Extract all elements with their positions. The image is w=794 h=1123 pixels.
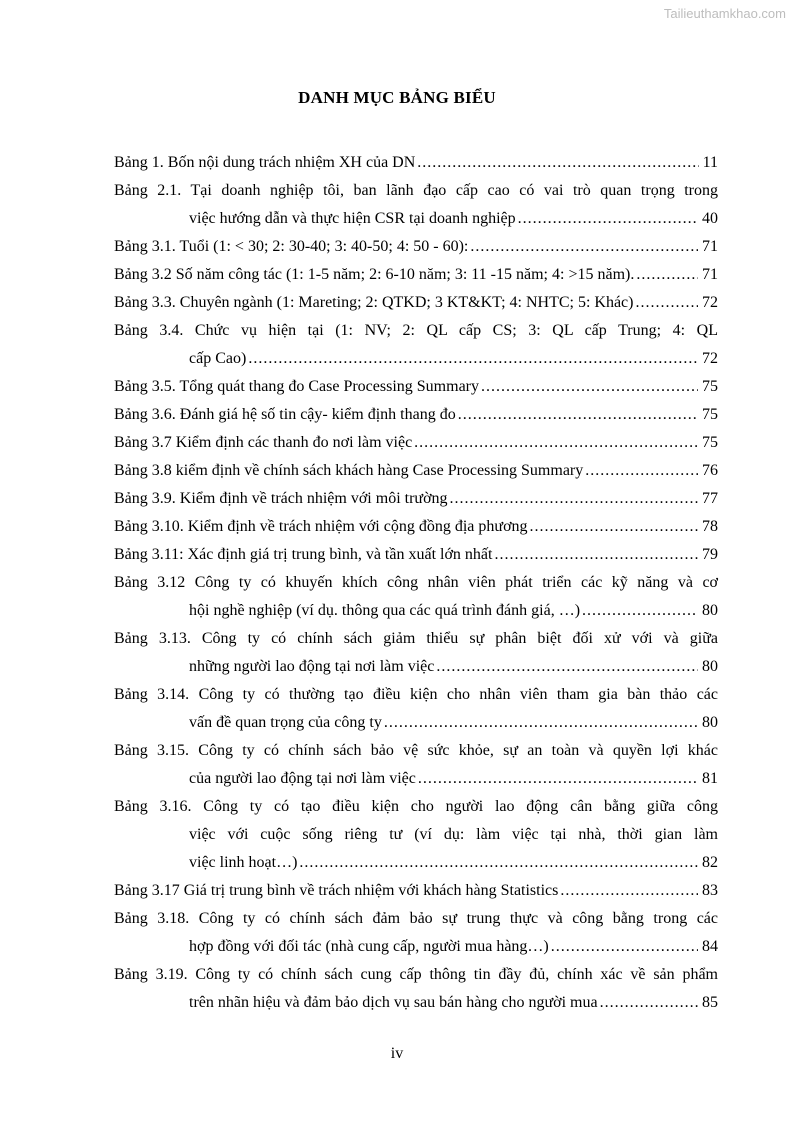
toc-page-number: 75 (702, 406, 718, 423)
toc-entry-line (114, 261, 718, 289)
toc-entry-text: việc linh hoạt…) (189, 854, 298, 871)
toc-page-number: 78 (702, 518, 718, 535)
toc-entry-text: Bảng 3.19. Công ty có chính sách cung cấp thông tin đầy đủ, chính xác về sản phẩm (114, 966, 718, 983)
dot-leader (551, 933, 698, 961)
toc-entry-text: cấp Cao) (189, 350, 247, 367)
toc-entry-line (114, 373, 718, 401)
page-number: iv (390, 1045, 404, 1062)
toc-entry-line (114, 317, 718, 345)
toc-page-number: 85 (702, 994, 718, 1011)
toc-entry-line (114, 513, 718, 541)
toc-entry-line (114, 569, 718, 597)
toc-page-number: 11 (702, 154, 718, 171)
toc-entry-text: Bảng 3.7 Kiểm định các thanh đo nơi làm việc (114, 434, 413, 451)
toc-page-number: 75 (702, 378, 718, 395)
toc-entry-text: việc với cuộc sống riêng tư (ví dụ: làm việc tại nhà, thời gian làm (189, 826, 718, 843)
toc-entry[interactable] (114, 289, 718, 317)
toc-page-number: 77 (702, 490, 718, 507)
toc-entry-line (114, 597, 718, 625)
toc-page-number: 82 (702, 854, 718, 871)
toc-entry[interactable] (114, 541, 718, 569)
toc-page-number: 79 (702, 546, 718, 563)
toc-entry-text: Bảng 3.5. Tổng quát thang đo Case Processing Summary (114, 378, 479, 395)
toc-entry-line (114, 345, 718, 373)
toc-entry[interactable] (114, 625, 718, 681)
toc-entry-text: Bảng 3.17 Giá trị trung bình về trách nhiệm với khách hàng Statistics (114, 882, 559, 899)
toc-entry-line (114, 989, 718, 1017)
toc-entry[interactable] (114, 429, 718, 457)
dot-leader (436, 653, 698, 681)
toc-entry[interactable] (114, 513, 718, 541)
toc-entry-text: Bảng 3.13. Công ty có chính sách giảm thiểu sự phân biệt đối xử với và giữa (114, 630, 718, 647)
toc-entry-text: Bảng 3.12 Công ty có khuyến khích công nhân viên phát triển các kỹ năng và cơ (114, 574, 718, 591)
toc-entry-text: Bảng 1. Bốn nội dung trách nhiệm XH của DN (114, 154, 416, 171)
toc-entry[interactable] (114, 373, 718, 401)
dot-leader (458, 401, 698, 429)
dot-leader (248, 345, 698, 373)
toc-entry[interactable] (114, 961, 718, 1017)
toc-entry[interactable] (114, 485, 718, 513)
dot-leader (636, 261, 698, 289)
toc-entry-line (114, 541, 718, 569)
toc-entry-line (114, 289, 718, 317)
toc-entry-line (114, 177, 718, 205)
toc-page-number: 81 (702, 770, 718, 787)
toc-entry-line (114, 765, 718, 793)
dot-leader (494, 541, 698, 569)
toc-entry[interactable] (114, 793, 718, 877)
toc-entry-text: của người lao động tại nơi làm việc (189, 770, 416, 787)
toc-page-number: 84 (702, 938, 718, 955)
toc-entry-text: Bảng 3.3. Chuyên ngành (1: Mareting; 2: QTKD; 3 KT&KT; 4: NHTC; 5: Khác) (114, 294, 634, 311)
toc-page-number: 71 (702, 238, 718, 255)
toc-entry-line (114, 849, 718, 877)
toc-entry[interactable] (114, 905, 718, 961)
toc-entry-text: những người lao động tại nơi làm việc (189, 658, 435, 675)
toc-entry-text: Bảng 3.9. Kiểm định về trách nhiệm với môi trường (114, 490, 448, 507)
table-of-tables (114, 149, 718, 1017)
toc-entry-line (114, 149, 718, 177)
toc-entry-line (114, 961, 718, 989)
dot-leader (481, 373, 698, 401)
dot-leader (585, 457, 698, 485)
dot-leader (299, 849, 698, 877)
dot-leader (414, 429, 698, 457)
toc-page-number: 76 (702, 462, 718, 479)
toc-entry-line (114, 485, 718, 513)
dot-leader (470, 233, 698, 261)
toc-page-number: 80 (702, 602, 718, 619)
toc-entry[interactable] (114, 401, 718, 429)
toc-entry-line (114, 933, 718, 961)
toc-entry-line (114, 681, 718, 709)
toc-entry-line (114, 737, 718, 765)
toc-entry[interactable] (114, 177, 718, 233)
toc-entry-text: Bảng 3.2 Số năm công tác (1: 1-5 năm; 2: 6-10 năm; 3: 11 -15 năm; 4: >15 năm). (114, 266, 635, 283)
toc-entry-line (114, 793, 718, 821)
toc-entry-text: Bảng 3.1. Tuổi (1: < 30; 2: 30-40; 3: 40-50; 4: 50 - 60): (114, 238, 469, 255)
dot-leader (600, 989, 698, 1017)
toc-entry-line (114, 821, 718, 849)
watermark-text: Tailieuthamkhao.com (663, 6, 786, 21)
toc-entry-text: vấn đề quan trọng của công ty (189, 714, 382, 731)
toc-entry-text: Bảng 3.6. Đánh giá hệ số tin cậy- kiểm định thang đo (114, 406, 456, 423)
toc-entry-text: Bảng 3.4. Chức vụ hiện tại (1: NV; 2: QL cấp CS; 3: QL cấp Trung; 4: QL (114, 322, 718, 339)
toc-entry[interactable] (114, 261, 718, 289)
toc-entry-text: Bảng 3.18. Công ty có chính sách đảm bảo sự trung thực và công bằng trong các (114, 910, 718, 927)
toc-page-number: 40 (702, 210, 718, 227)
toc-entry-line (114, 905, 718, 933)
toc-entry-line (114, 429, 718, 457)
toc-entry-line (114, 233, 718, 261)
dot-leader (582, 597, 698, 625)
toc-page-number: 75 (702, 434, 718, 451)
dot-leader (384, 709, 698, 737)
dot-leader (417, 149, 698, 177)
toc-entry-text: Bảng 3.11: Xác định giá trị trung bình, và tần xuất lớn nhất (114, 546, 493, 563)
dot-leader (518, 205, 698, 233)
toc-entry-text: Bảng 3.16. Công ty có tạo điều kiện cho người lao động cân bằng giữa công (114, 798, 718, 815)
dot-leader (530, 513, 698, 541)
toc-entry-line (114, 653, 718, 681)
toc-entry[interactable] (114, 569, 718, 625)
toc-entry[interactable] (114, 681, 718, 737)
toc-entry-text: Bảng 3.10. Kiểm định về trách nhiệm với cộng đồng địa phương (114, 518, 528, 535)
dot-leader (418, 765, 698, 793)
toc-page-number: 80 (702, 658, 718, 675)
dot-leader (450, 485, 698, 513)
toc-page-number: 83 (702, 882, 718, 899)
toc-page-number: 71 (702, 266, 718, 283)
toc-entry-text: trên nhãn hiệu và đảm bảo dịch vụ sau bán hàng cho người mua (189, 994, 598, 1011)
dot-leader (635, 289, 698, 317)
toc-entry-text: Bảng 3.8 kiểm định về chính sách khách hàng Case Processing Summary (114, 462, 584, 479)
toc-entry-line (114, 457, 718, 485)
toc-entry-line (114, 709, 718, 737)
toc-entry[interactable] (114, 317, 718, 373)
toc-entry[interactable] (114, 877, 718, 905)
toc-entry[interactable] (114, 149, 718, 177)
toc-entry-line (114, 205, 718, 233)
toc-entry[interactable] (114, 457, 718, 485)
toc-page-number: 72 (702, 294, 718, 311)
toc-entry-line (114, 625, 718, 653)
toc-entry-line (114, 401, 718, 429)
toc-entry-line (114, 877, 718, 905)
toc-entry-text: hội nghề nghiệp (ví dụ. thông qua các quá trình đánh giá, …) (189, 602, 581, 619)
toc-entry[interactable] (114, 233, 718, 261)
dot-leader (560, 877, 698, 905)
toc-page-number: 80 (702, 714, 718, 731)
toc-entry-text: việc hướng dẫn và thực hiện CSR tại doanh nghiệp (189, 210, 516, 227)
toc-entry-text: Bảng 2.1. Tại doanh nghiệp tôi, ban lãnh đạo cấp cao có vai trò quan trọng trong (114, 182, 718, 199)
page-title: DANH MỤC BẢNG BIỂU (298, 88, 496, 107)
toc-page-number: 72 (702, 350, 718, 367)
toc-entry-text: hợp đồng với đối tác (nhà cung cấp, người mua hàng…) (189, 938, 549, 955)
toc-entry-text: Bảng 3.15. Công ty có chính sách bảo vệ sức khỏe, sự an toàn và quyền lợi khác (114, 742, 718, 759)
toc-entry-text: Bảng 3.14. Công ty có thường tạo điều kiện cho nhân viên tham gia bàn thảo các (114, 686, 718, 703)
toc-entry[interactable] (114, 737, 718, 793)
